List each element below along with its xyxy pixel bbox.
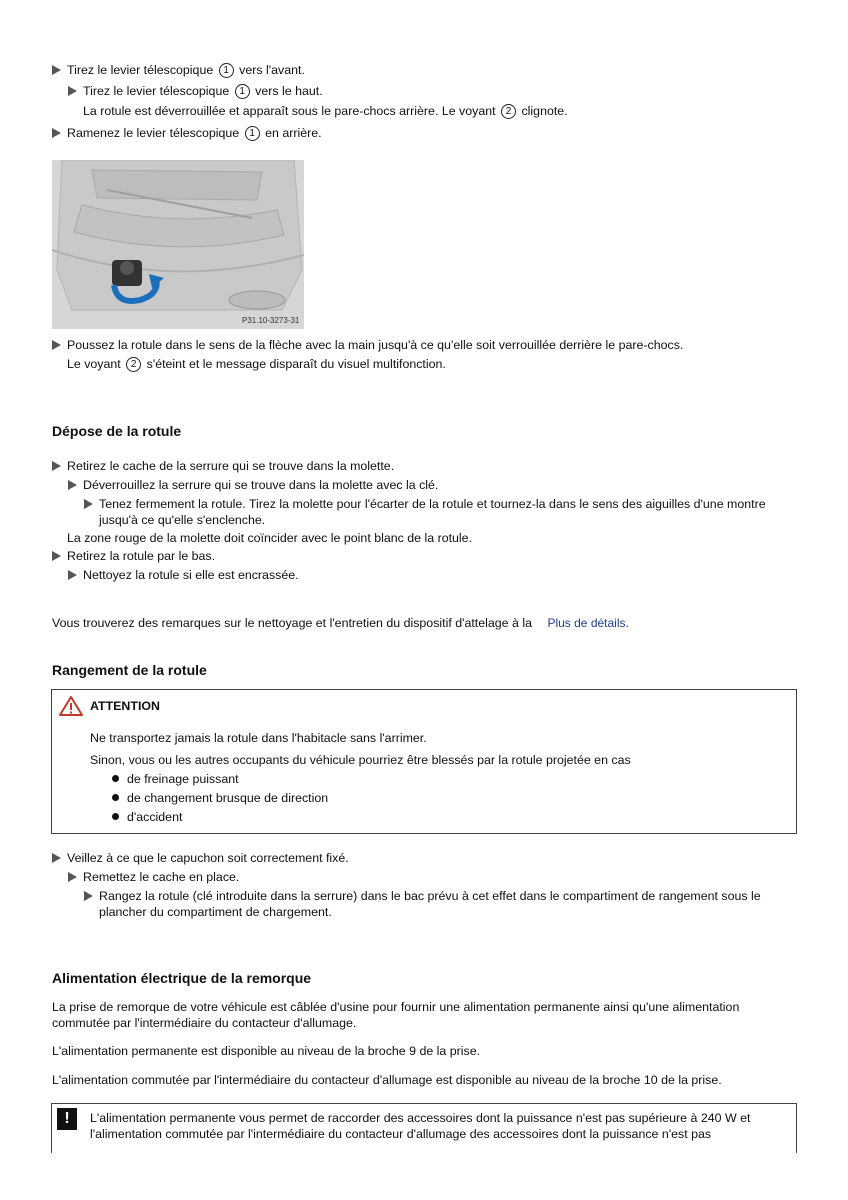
step-arrow-icon (68, 872, 77, 882)
warning-bullet: de changement brusque de direction (127, 791, 329, 805)
instruction-subsubstep-line1: Tenez fermement la rotule. Tirez la molette pour l'écarter de la rotule et tournez-la dans le sens des aiguilles d'une montre (99, 497, 766, 511)
step-arrow-icon (68, 86, 77, 96)
instruction-step: Retirez la rotule par le bas. (67, 549, 216, 563)
remark-text: Vous trouverez des remarques sur le nettoyage et l'entretien du dispositif d'attelage à la Plus de détails. (52, 616, 629, 630)
instruction-note: Le voyant 2 s'éteint et le message disparaît du visuel multifonction. (67, 357, 446, 371)
instruction-substep: Remettez le cache en place. (83, 870, 240, 884)
instruction-substep: Déverrouillez la serrure qui se trouve dans la molette avec la clé. (83, 478, 439, 492)
tow-ball-figure (52, 160, 304, 329)
exclamation-icon: ! (57, 1108, 77, 1130)
notice-text-line2: l'alimentation commutée par l'intermédiaire du contacteur d'allumage des accessoires dont la puissance n'est pas (90, 1127, 712, 1141)
instruction-note: La zone rouge de la molette doit coïncider avec le point blanc de la rotule. (67, 531, 473, 545)
step-arrow-icon (52, 461, 61, 471)
step-arrow-icon (84, 499, 93, 509)
step-arrow-icon (52, 340, 61, 350)
bullet-icon (112, 775, 119, 782)
instruction-step: Poussez la rotule dans le sens de la flèche avec la main jusqu'à ce qu'elle soit verrouillée derrière le pare-chocs. (67, 338, 684, 352)
section-heading-rangement: Rangement de la rotule (52, 662, 207, 678)
step-arrow-icon (52, 65, 61, 75)
instruction-substep: Tirez le levier télescopique 1 vers le haut. (83, 84, 323, 98)
paragraph: L'alimentation permanente est disponible au niveau de la broche 9 de la prise. (52, 1044, 481, 1058)
warning-box (51, 689, 797, 834)
callout-2-icon: 2 (501, 104, 516, 119)
paragraph-line: commutée par l'intermédiaire du contacteur d'allumage. (52, 1016, 357, 1030)
step-arrow-icon (52, 551, 61, 561)
instruction-step: Retirez le cache de la serrure qui se trouve dans la molette. (67, 459, 395, 473)
instruction-step: Tirez le levier télescopique 1 vers l'avant. (67, 63, 305, 77)
more-details-link[interactable]: Plus de détails (547, 616, 626, 630)
section-heading-alimentation: Alimentation électrique de la remorque (52, 970, 312, 986)
vehicle-rear-illustration (52, 160, 304, 329)
warning-title: ATTENTION (90, 699, 160, 713)
callout-1-icon: 1 (245, 126, 260, 141)
instruction-subsubstep-line2: plancher du compartiment de chargement. (99, 905, 332, 919)
instruction-subsubstep-line1: Rangez la rotule (clé introduite dans la serrure) dans le bac prévu à cet effet dans le compartiment de rangement sous le (99, 889, 761, 903)
step-arrow-icon (52, 128, 61, 138)
figure-code: P31.10-3273-31 (242, 316, 300, 325)
step-arrow-icon (84, 891, 93, 901)
callout-1-icon: 1 (235, 84, 250, 99)
callout-1-icon: 1 (219, 63, 234, 78)
paragraph: L'alimentation commutée par l'intermédiaire du contacteur d'allumage est disponible au niveau de la broche 10 de la prise. (52, 1073, 722, 1087)
step-arrow-icon (68, 480, 77, 490)
instruction-substep: Nettoyez la rotule si elle est encrassée. (83, 568, 299, 582)
warning-triangle-icon (58, 695, 84, 717)
warning-text-line2: Sinon, vous ou les autres occupants du véhicule pourriez être blessés par la rotule projetée en cas (90, 753, 631, 767)
notice-box (51, 1103, 797, 1153)
bullet-icon (112, 794, 119, 801)
warning-bullet: d'accident (127, 810, 183, 824)
step-arrow-icon (52, 853, 61, 863)
instruction-subsubstep-line2: jusqu'à ce qu'elle s'enclenche. (99, 513, 266, 527)
step-arrow-icon (68, 570, 77, 580)
instruction-step: Ramenez le levier télescopique 1 en arrière. (67, 126, 322, 140)
callout-2-icon: 2 (126, 357, 141, 372)
section-heading-depose: Dépose de la rotule (52, 423, 182, 439)
instruction-note: La rotule est déverrouillée et apparaît sous le pare-chocs arrière. Le voyant 2 clignote. (83, 104, 568, 118)
paragraph-line: La prise de remorque de votre véhicule est câblée d'usine pour fournir une alimentation permanente ainsi qu'une alimentation (52, 1000, 740, 1014)
bullet-icon (112, 813, 119, 820)
notice-text-line1: L'alimentation permanente vous permet de raccorder des accessoires dont la puissance n'est pas supérieure à 240 W et (90, 1111, 751, 1125)
warning-text-line1: Ne transportez jamais la rotule dans l'habitacle sans l'arrimer. (90, 731, 427, 745)
warning-bullet: de freinage puissant (127, 772, 239, 786)
instruction-step: Veillez à ce que le capuchon soit correctement fixé. (67, 851, 349, 865)
